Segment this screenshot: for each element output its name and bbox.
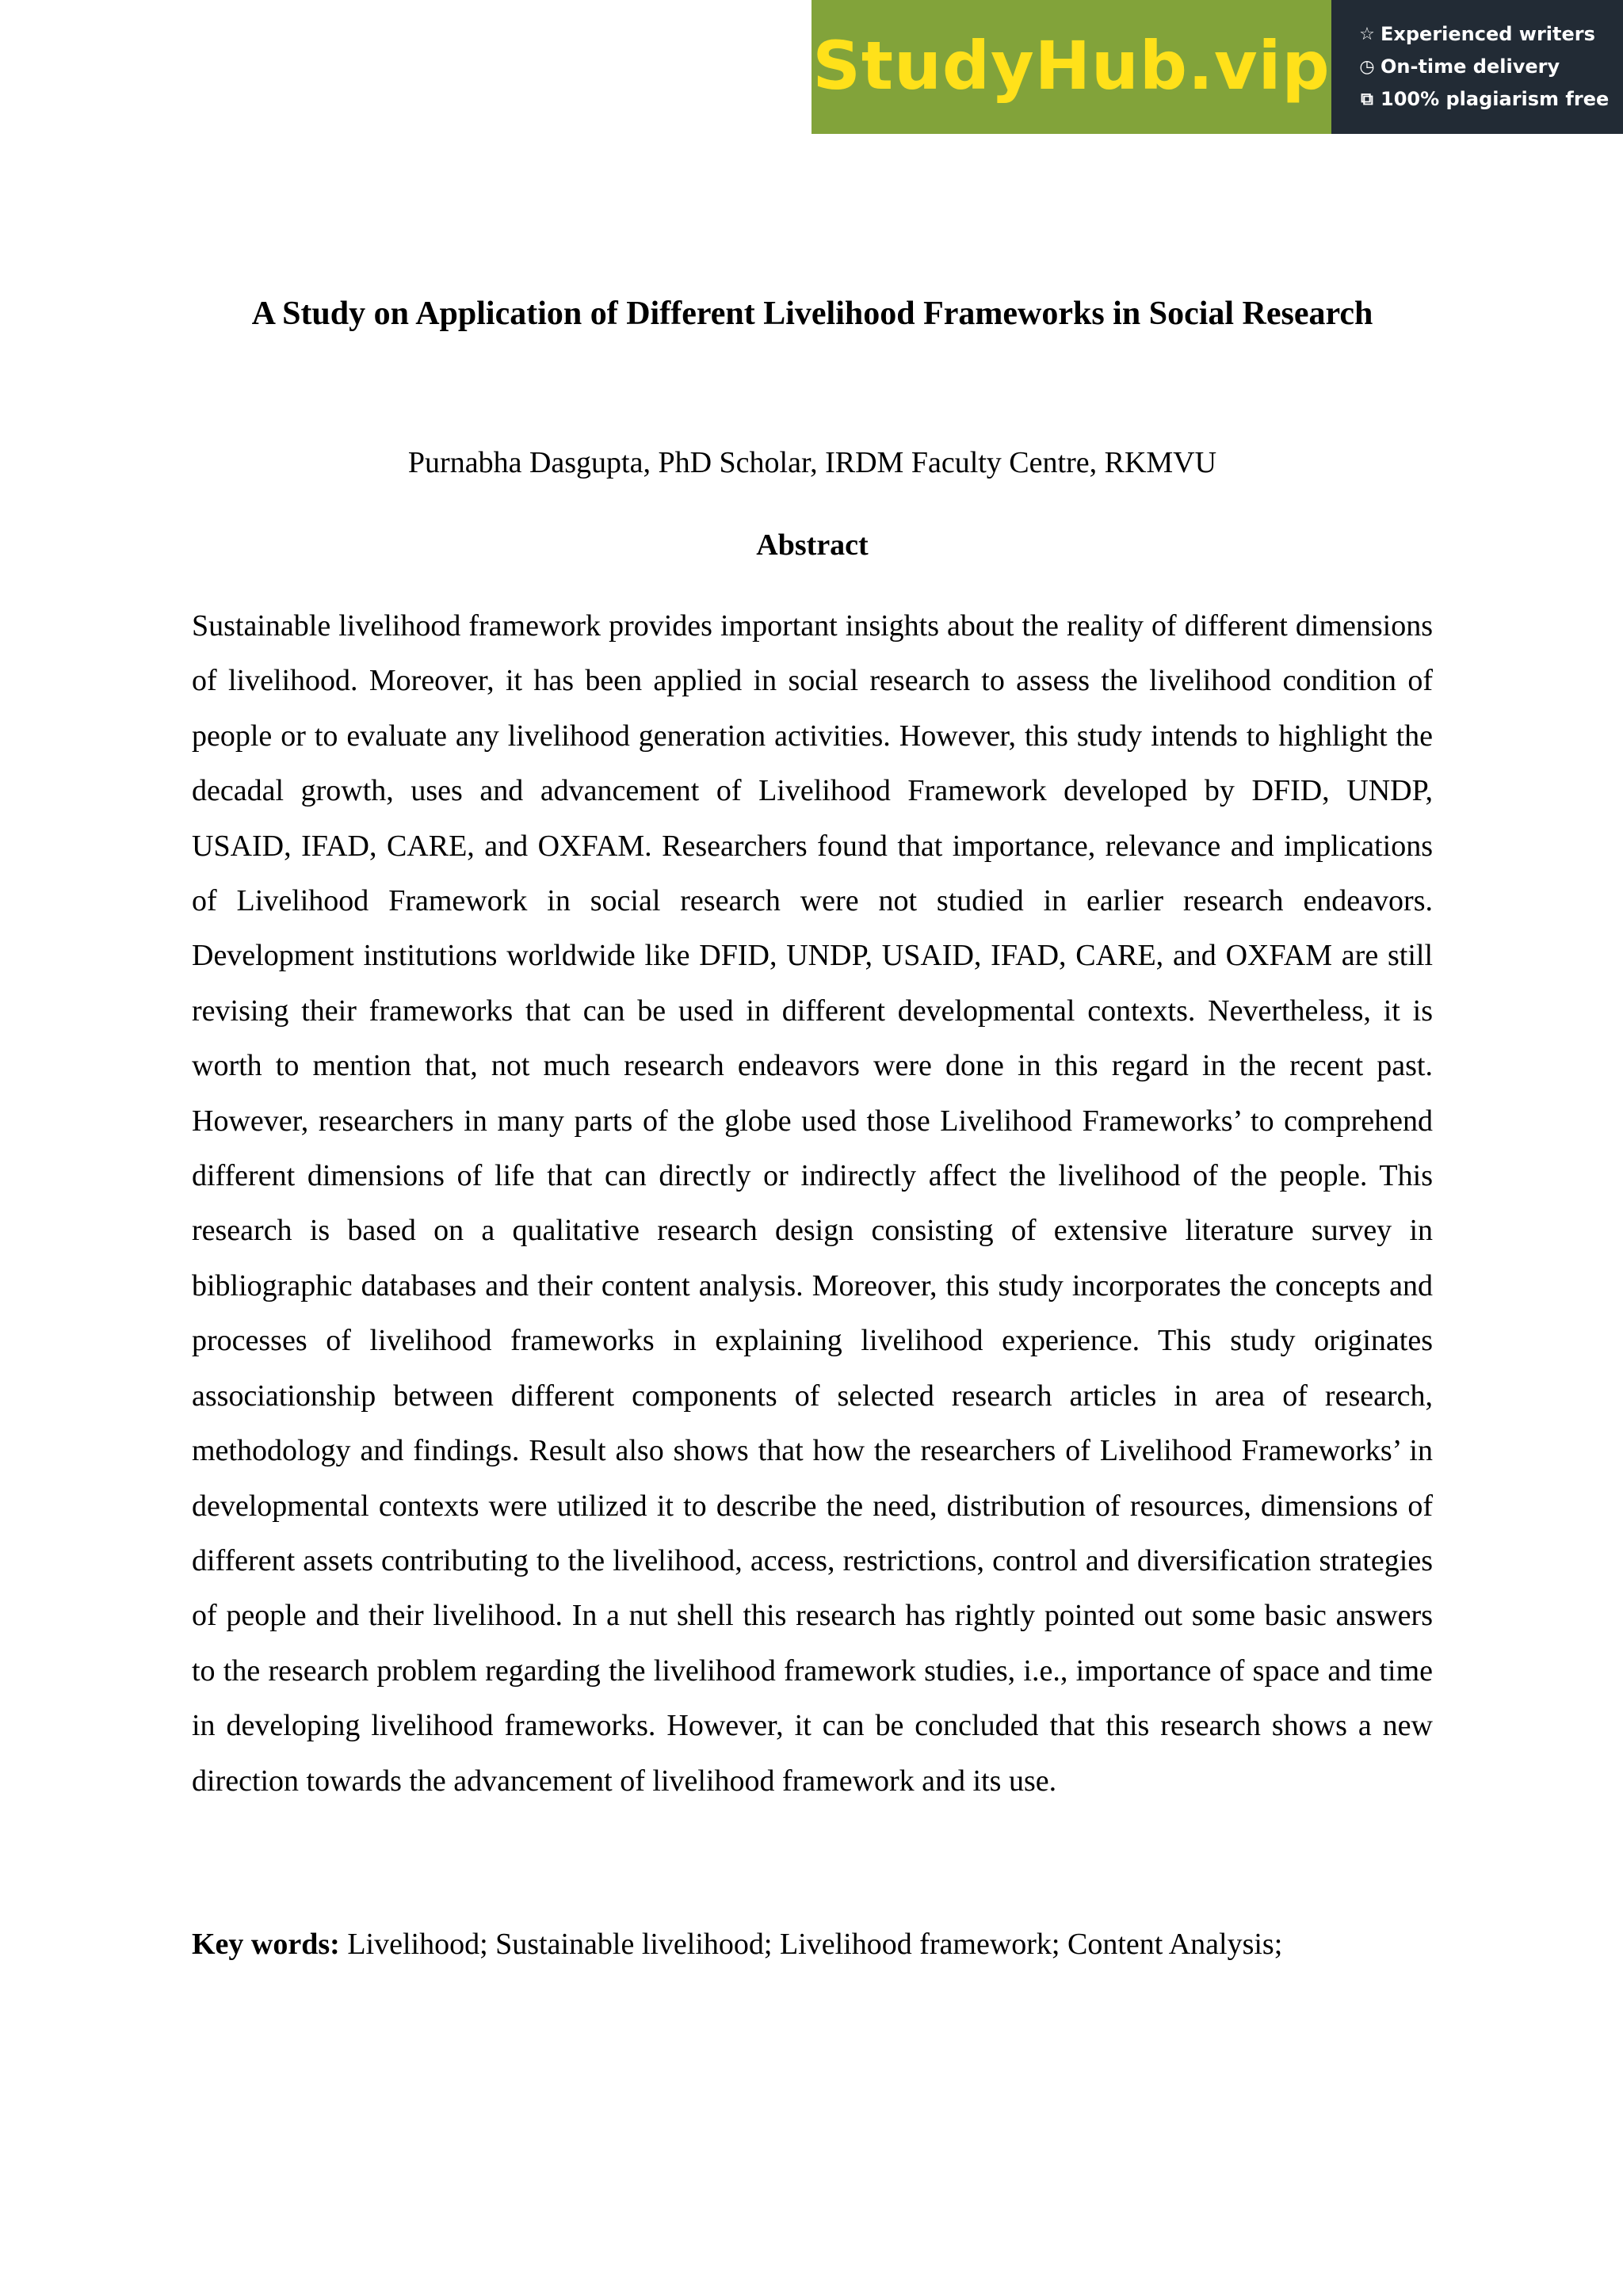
logo-text: StudyHub.vip	[812, 26, 1331, 105]
keywords	[192, 1920, 1433, 1968]
studyhub-logo[interactable]	[812, 0, 1331, 134]
feature-experienced-writers	[1357, 18, 1623, 51]
clock-icon: ◷	[1359, 57, 1375, 77]
banner-features	[1331, 0, 1623, 134]
feature-label: On-time delivery	[1381, 55, 1560, 78]
star-icon: ☆	[1359, 25, 1375, 44]
keywords-label: Key words:	[192, 1928, 340, 1961]
feature-label: 100% plagiarism free	[1381, 88, 1610, 110]
feature-on-time-delivery	[1357, 51, 1623, 83]
author-line: Purnabha Dasgupta, PhD Scholar, IRDM Faculty Centre, RKMVU	[407, 446, 1217, 479]
paper-title: A Study on Application of Different Livelihood Frameworks in Social Research	[251, 296, 1373, 332]
feature-plagiarism-free	[1357, 83, 1623, 116]
abstract-text: Sustainable livelihood framework provides important insights about the reality of different dimensions of livelihood. Moreover, it has been applied in social research to assess the livelihood condition of people or to evaluate any livelihood generation activities. However, this study intends to highlight the decadal growth, uses and advancement of Livelihood Framework developed by DFID, UNDP, USAID, IFAD, CARE, and OXFAM. Researchers found that importance, relevance and implications of Livelihood Framework in social research were not studied in earlier research endeavors. Development institutions worldwide like DFID, UNDP, USAID, IFAD, CARE, and OXFAM are still revising their frameworks that can be used in different developmental contexts. Nevertheless, it is worth to mention that, not much research endeavors were done in this regard in the recent past. However, researchers in many parts of the globe used those Livelihood Frameworks’ to comprehend different dimensions of life that can directly or indirectly affect the livelihood of the people. This research is based on a qualitative research design consisting of extensive literature survey in bibliographic databases and their content analysis. Moreover, this study incorporates the concepts and processes of livelihood frameworks in explaining livelihood experience. This study originates associationship between different components of selected research articles in area of research, methodology and findings. Result also shows that how the researchers of Livelihood Frameworks’ in developmental contexts were utilized it to describe the need, distribution of resources, dimensions of different assets contributing to the livelihood, access, restrictions, control and diversification strategies of people and their livelihood. In a nut shell this research has rightly pointed out some basic answers to the research problem regarding the livelihood framework studies, i.e., importance of space and time in developing livelihood frameworks. However, it can be concluded that this research shows a new direction towards the advancement of livelihood framework and its use.	[192, 609, 1433, 1798]
document-check-icon: ⧉	[1361, 90, 1373, 109]
feature-label: Experienced writers	[1381, 23, 1595, 45]
abstract-heading: Abstract	[756, 528, 869, 562]
keywords-text: Livelihood; Sustainable livelihood; Livelihood framework; Content Analysis;	[339, 1928, 1283, 1961]
promo-banner[interactable]	[812, 0, 1623, 134]
